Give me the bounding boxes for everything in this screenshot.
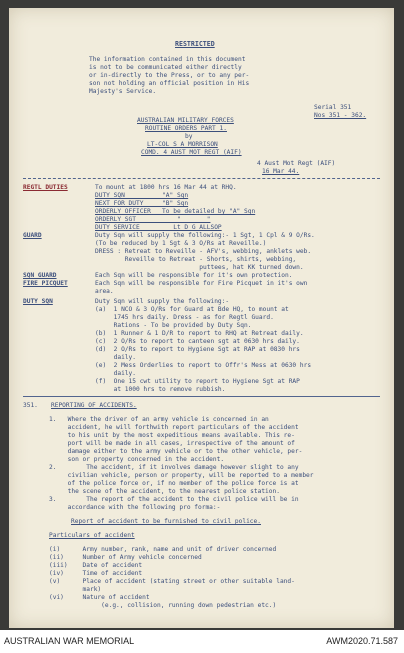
- notice-line: Majesty's Service.: [89, 88, 157, 95]
- text-line: civilian vehicle, person or property, will be reported to a member: [49, 472, 314, 479]
- list-item: (iii) Date of accident: [49, 562, 143, 569]
- title-line: ROUTINE ORDERS PART 1.: [145, 125, 227, 132]
- text-line: accordance with the following pro forma:-: [49, 504, 221, 511]
- regtl-duties-label: REGTL DUTIES: [23, 184, 68, 191]
- order-date: 16 Mar 44.: [262, 168, 300, 175]
- text-line: daily.: [95, 370, 136, 377]
- notice-line: son not holding an official position in His: [89, 80, 250, 87]
- text-line: 1745 hrs daily. Dress - as for Regtl Guard.: [95, 314, 274, 321]
- order-number: 351.: [23, 402, 38, 409]
- text-line: (c) 2 O/Rs to report to canteen sgt at 0630 hrs daily.: [95, 338, 300, 345]
- text-line: son or property concerned in the accident.: [49, 456, 225, 463]
- text-line: Duty Sqn will supply the following:-: [95, 298, 230, 305]
- text-line: Rations - To be provided by Duty Sqn.: [95, 322, 252, 329]
- text-line: 1. Where the driver of an army vehicle is concerned in an: [49, 416, 269, 423]
- text-line: (f) One 15 cwt utility to report to Hygiene Sgt at RAP: [95, 378, 300, 385]
- text-line: Reveille to Retreat - Shorts, shirts, webbing,: [95, 256, 297, 263]
- notice-line: or in-directly to the Press, or to any per-: [89, 72, 250, 79]
- unit-name: 4 Aust Mot Regt (AIF): [257, 160, 336, 167]
- text-line: 3. The report of the accident to the civil police will be in: [49, 496, 299, 503]
- list-item: (vi) Nature of accident: [49, 594, 150, 601]
- serial-range: Nos 351 - 362.: [314, 112, 367, 119]
- fire-picquet-label: FIRE PICQUET: [23, 280, 68, 287]
- text-line: ORDERLY OFFICER To be detailed by "A" Sqn: [95, 208, 256, 215]
- duty-sqn-label: DUTY SQN: [23, 298, 53, 305]
- list-item: (ii) Number of Army vehicle concerned: [49, 554, 202, 561]
- text-line: of the police force or, if no member of the police force is at: [49, 480, 299, 487]
- text-line: area.: [95, 288, 114, 295]
- text-line: Duty Sqn will supply the following:- 1 Sgt, 1 Cpl & 9 O/Rs.: [95, 232, 315, 239]
- list-item: (iv) Time of accident: [49, 570, 143, 577]
- guard-label: GUARD: [23, 232, 42, 239]
- archive-footer: [0, 630, 404, 653]
- text-line: port will be made in all cases, irrespective of the amount of: [49, 440, 295, 447]
- text-line: 2. The accident, if it involves damage however slight to any: [49, 464, 299, 471]
- title-line: LT-COL S A MORRISON: [147, 141, 218, 148]
- text-line: DUTY SERVICE Lt D G ALLSOP: [95, 224, 222, 231]
- divider: [23, 396, 380, 397]
- accidents-heading: REPORTING OF ACCIDENTS.: [51, 402, 137, 409]
- text-line: NEXT FOR DUTY "B" Sqn: [95, 200, 189, 207]
- list-item: (v) Place of accident (stating street or other suitable land-: [49, 578, 295, 585]
- text-line: DUTY SQN "A" Sqn: [95, 192, 189, 199]
- list-item: mark): [49, 586, 102, 593]
- title-line: AUSTRALIAN MILITARY FORCES: [137, 117, 234, 124]
- text-line: Each Sqn will be responsible for it's own protection.: [95, 272, 293, 279]
- text-line: (d) 2 O/Rs to report to Hygiene Sgt at RAP at 0830 hrs: [95, 346, 300, 353]
- text-line: (b) 1 Runner & 1 D/R to report to RHQ at Retreat daily.: [95, 330, 304, 337]
- text-line: ORDERLY SGT " ": [95, 216, 211, 223]
- list-item: (e.g., collision, running down pedestrian etc.): [49, 602, 277, 609]
- text-line: damage either to the army vehicle or to the other vehicle, per-: [49, 448, 303, 455]
- text-line: the scene of the accident, to the nearest police station.: [49, 488, 280, 495]
- classification-heading: RESTRICTED: [175, 40, 215, 48]
- notice-line: is not to be communicated either directly: [89, 64, 242, 71]
- report-subheading: Report of accident to be furnished to civil police.: [71, 518, 261, 525]
- text-line: (To be reduced by 1 Sgt & 3 O/Rs at Reveille.): [95, 240, 267, 247]
- sqn-guard-label: SQN GUARD: [23, 272, 57, 279]
- text-line: accident, he will forthwith report particulars of the accident: [49, 424, 299, 431]
- text-line: to his unit by the most expeditious means available. This re-: [49, 432, 295, 439]
- text-line: To mount at 1800 hrs 16 Mar 44 at RHQ.: [95, 184, 237, 191]
- document-page: [9, 8, 394, 628]
- serial-number: Serial 351: [314, 104, 352, 111]
- text-line: puttees, hat KK turned down.: [95, 264, 304, 271]
- text-line: (e) 2 Mess Orderlies to report to Offr's Mess at 0630 hrs: [95, 362, 312, 369]
- footer-accession-number: AWM2020.71.587: [326, 636, 398, 646]
- text-line: Each Sqn will be responsible for Fire Picquet in it's own: [95, 280, 308, 287]
- title-line: by: [185, 133, 193, 140]
- title-line: COMD. 4 AUST MOT REGT (AIF): [141, 149, 242, 156]
- notice-line: The information contained in this document: [89, 56, 246, 63]
- text-line: (a) 1 NCO & 3 O/Rs for Guard at Bde HQ, to mount at: [95, 306, 289, 313]
- text-line: daily.: [95, 354, 136, 361]
- divider: [23, 178, 380, 179]
- text-line: DRESS : Retreat to Reveille - AFV's, webbing, anklets web.: [95, 248, 312, 255]
- text-line: at 1000 hrs to remove rubbish.: [95, 386, 226, 393]
- list-item: (i) Army number, rank, name and unit of driver concerned: [49, 546, 277, 553]
- footer-institution: AUSTRALIAN WAR MEMORIAL: [4, 636, 135, 646]
- particulars-heading: Particulars of accident: [49, 532, 135, 539]
